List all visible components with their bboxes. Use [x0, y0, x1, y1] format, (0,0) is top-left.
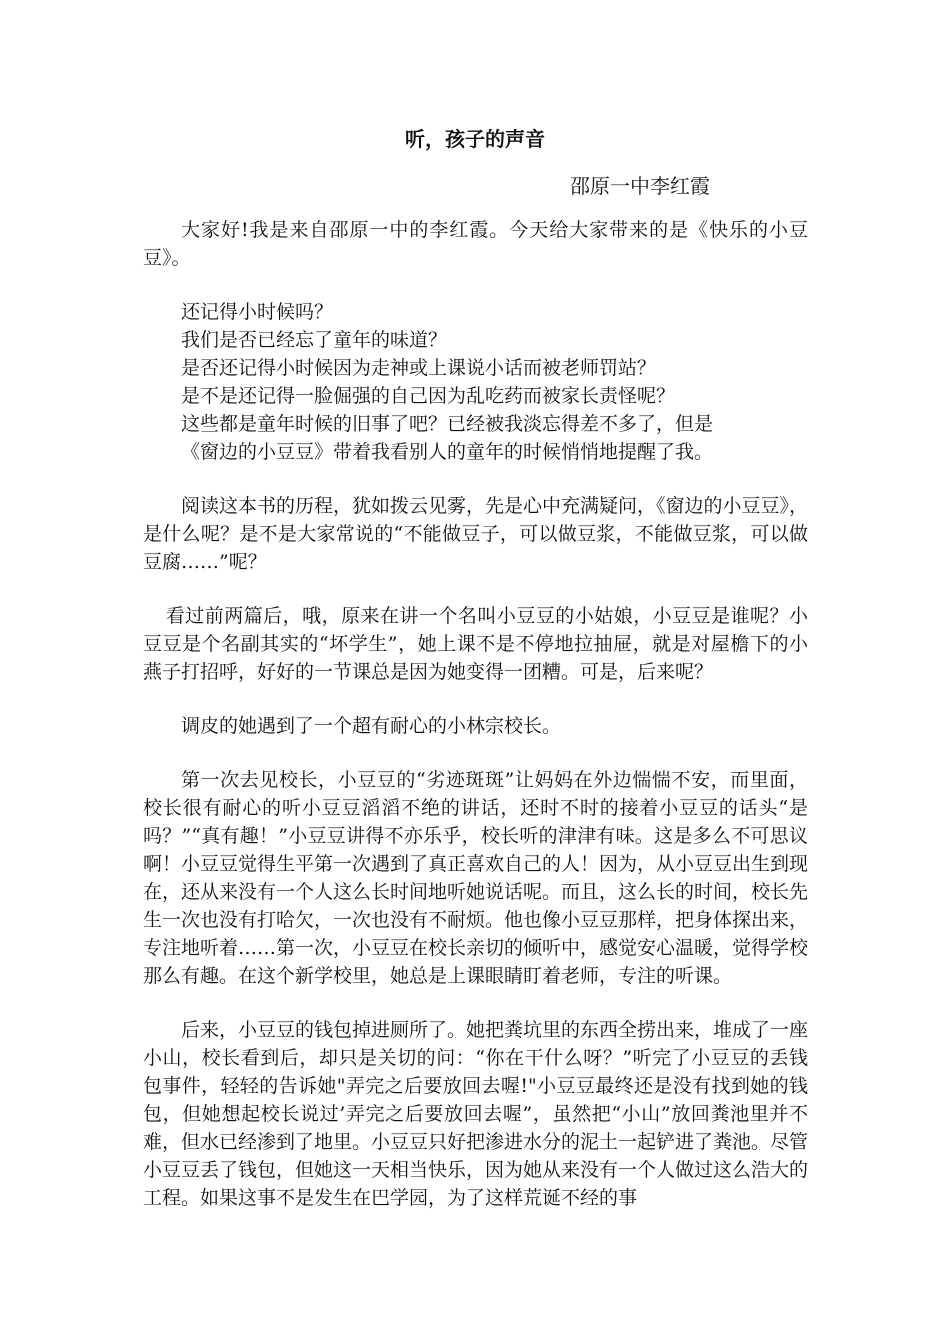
question-block [143, 298, 808, 466]
body-paragraph: 后来，小豆豆的钱包掉进厕所了。她把粪坑里的东西全捞出来，堆成了一座小山，校长看到后，却只是关切的问：“你在干什么呀？”听完了小豆豆的丢钱包事件，轻轻的告诉她"弄完之后要放回去喔!"小豆豆最终还是没有找到她的钱包，但她想起校长说过’弄完之后要放回去喔”，虽然把“小山”放回粪池里并不难，但水已经渗到了地里。小豆豆只好把渗进水分的泥土一起铲进了粪池。尽管小豆豆丢了钱包，但她这一天相当快乐，因为她从来没有一个人做过这么浩大的工程。如果这事不是发生在巴学园，为了这样荒诞不经的事 [143, 1019, 809, 1209]
body-paragraph: 看过前两篇后，哦，原来在讲一个名叫小豆豆的小姑娘，小豆豆是谁呢？小豆豆是个名副其实的“坏学生”，她上课不是不停地拉抽屉，就是对屋檐下的小燕子打招呼，好好的一节课总是因为她变得一团糟。可是，后来呢？ [143, 605, 808, 683]
document-title: 听，孩子的声音 [405, 127, 545, 151]
body-paragraph: 阅读这本书的历程，犹如拨云见雾，先是心中充满疑问，《窗边的小豆豆》，是什么呢？是不是大家常说的“不能做豆子，可以做豆浆，不能做豆浆，可以做豆腐……”呢？ [143, 495, 809, 573]
intro-paragraph: 大家好!我是来自邵原一中的李红霞。今天给大家带来的是《快乐的小豆豆》。 [143, 219, 808, 269]
body-paragraph: 第一次去见校长，小豆豆的“劣迹斑斑”让妈妈在外边惴惴不安，而里面，校长很有耐心的听小豆豆滔滔不绝的讲话，还时不时的接着小豆豆的话头“是吗？”“真有趣！”小豆豆讲得不亦乐乎，校长听的津津有味。这是多么不可思议啊！小豆豆觉得生平第一次遇到了真正喜欢自己的人！因为，从小豆豆出生到现在，还从来没有一个人这么长时间地听她说话呢。而且，这么长的时间，校长先生一次也没有打哈欠，一次也没有不耐烦。他也像小豆豆那样，把身体探出来，专注地听着……第一次，小豆豆在校长亲切的倾听中，感觉安心温暖，觉得学校那么有趣。在这个新学校里，她总是上课眼睛盯着老师，专注的听课。 [143, 769, 809, 987]
question-line: 我们是否已经忘了童年的味道？ [181, 329, 448, 351]
question-line: 是否还记得小时候因为走神或上课说小话而被老师罚站？ [181, 357, 657, 379]
question-line: 这些都是童年时候的旧事了吧？已经被我淡忘得差不多了，但是 [181, 413, 714, 435]
question-line-continued: 《窗边的小豆豆》带着我看别人的童年的时候悄悄地提醒了我。 [181, 441, 714, 463]
question-line: 还记得小时候吗？ [181, 301, 334, 323]
body-paragraph: 调皮的她遇到了一个超有耐心的小林宗校长。 [181, 715, 562, 737]
document-author: 邵原一中李红霞 [570, 174, 710, 198]
question-line: 是不是还记得一脸倔强的自己因为乱吃药而被家长责怪呢？ [181, 385, 676, 407]
document-body [143, 216, 808, 1238]
